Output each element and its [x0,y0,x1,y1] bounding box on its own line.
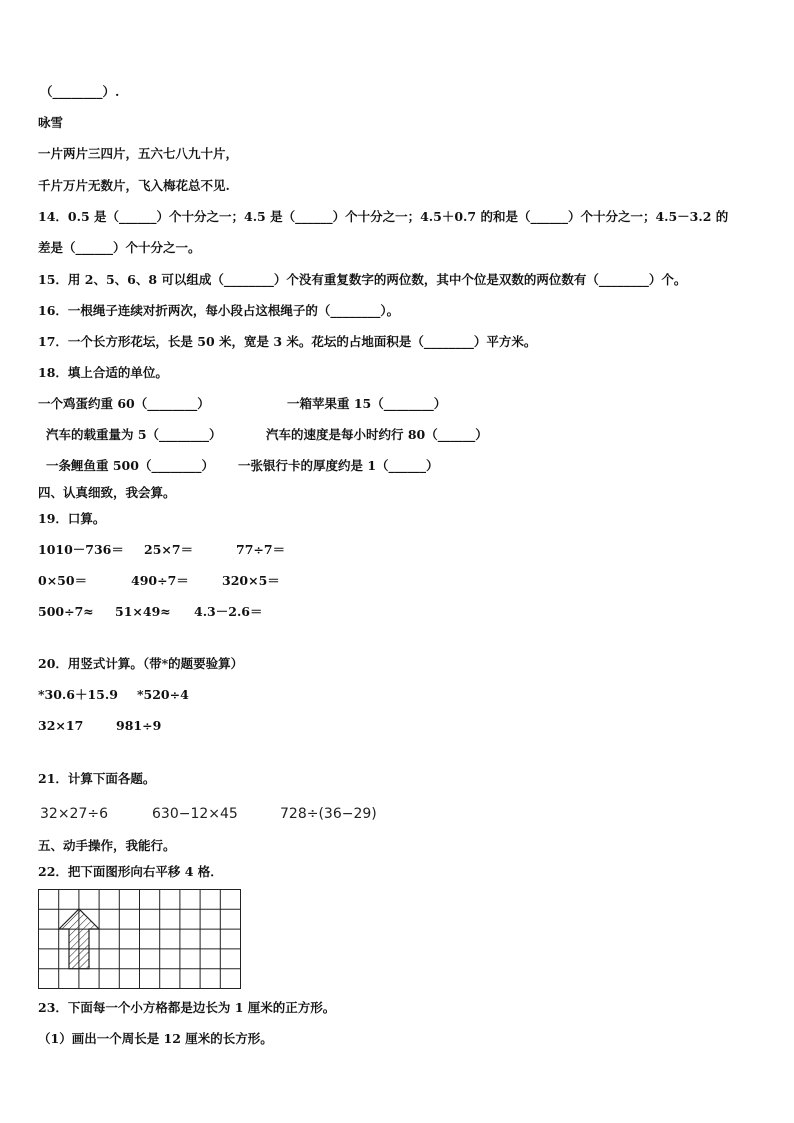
question-15: 15．用 2、5、6、8 可以组成（________）个没有重复数字的两位数，其中个位是双数的两位数有（________）个。 [38,272,687,287]
section-5-heading: 五、动手操作，我能行。 [38,838,176,853]
q19-item: 51×49≈ [115,604,171,619]
question-14-line-2: 差是（______）个十分之一。 [38,240,201,255]
q19-item: 77÷7＝ [236,542,286,557]
q19-item: 320×5＝ [222,573,280,588]
poem-line-2: 千片万片无数片，飞入梅花总不见. [38,178,230,193]
q18-item-truck-speed: 汽车的速度是每小时约行 80（______） [266,427,488,442]
question-19: 19．口算。 [38,511,106,526]
q18-item-truck-load: 汽车的载重量为 5（________） [46,427,222,442]
q19-item: 0×50＝ [38,573,88,588]
q18-item-apples: 一箱苹果重 15（________） [287,396,447,411]
question-17: 17．一个长方形花坛，长是 50 米，宽是 3 米。花坛的占地面积是（________）平方米。 [38,334,537,349]
arrow-shape [59,909,99,969]
question-23-part-1: （1）画出一个周长是 12 厘米的长方形。 [38,1031,273,1046]
q18-item-bank-card: 一张银行卡的厚度约是 1（______） [238,458,439,473]
q19-item: 4.3－2.6＝ [194,604,263,619]
q19-item: 490÷7＝ [131,573,189,588]
question-23: 23．下面每一个小方格都是边长为 1 厘米的正方形。 [38,1000,336,1015]
question-22: 22．把下面图形向右平移 4 格． [38,864,223,879]
q21-expression: 32×27÷6 [40,806,108,822]
question-21: 21．计算下面各题。 [38,771,156,786]
q19-item: 500÷7≈ [38,604,94,619]
question-14-line-1: 14．0.5 是（______）个十分之一；4.5 是（______）个十分之一；4.5＋0.7 的和是（______）个十分之一；4.5－3.2 的 [38,209,729,224]
q21-expression: 630−12×45 [152,806,238,822]
top-answer-blank: （________）. [40,84,120,99]
question-18: 18．填上合适的单位。 [38,365,168,380]
poem-title: 咏雪 [38,115,64,130]
section-4-heading: 四、认真细致，我会算。 [38,485,176,500]
q18-item-egg: 一个鸡蛋约重 60（________） [38,396,210,411]
translation-grid [38,889,243,990]
q20-item: *30.6＋15.9 [38,687,118,702]
q19-item: 25×7＝ [144,542,194,557]
q20-item: 32×17 [38,718,84,733]
q21-expression: 728÷(36−29) [280,806,377,822]
q18-item-carp: 一条鲤鱼重 500（________） [46,458,214,473]
q19-item: 1010－736＝ [38,542,124,557]
q20-item: *520÷4 [137,687,189,702]
q20-item: 981÷9 [116,718,162,733]
question-20: 20．用竖式计算。（带*的题要验算） [38,656,244,671]
question-16: 16．一根绳子连续对折两次，每小段占这根绳子的（________）。 [38,303,400,318]
poem-line-1: 一片两片三四片，五六七八九十片， [38,146,239,161]
